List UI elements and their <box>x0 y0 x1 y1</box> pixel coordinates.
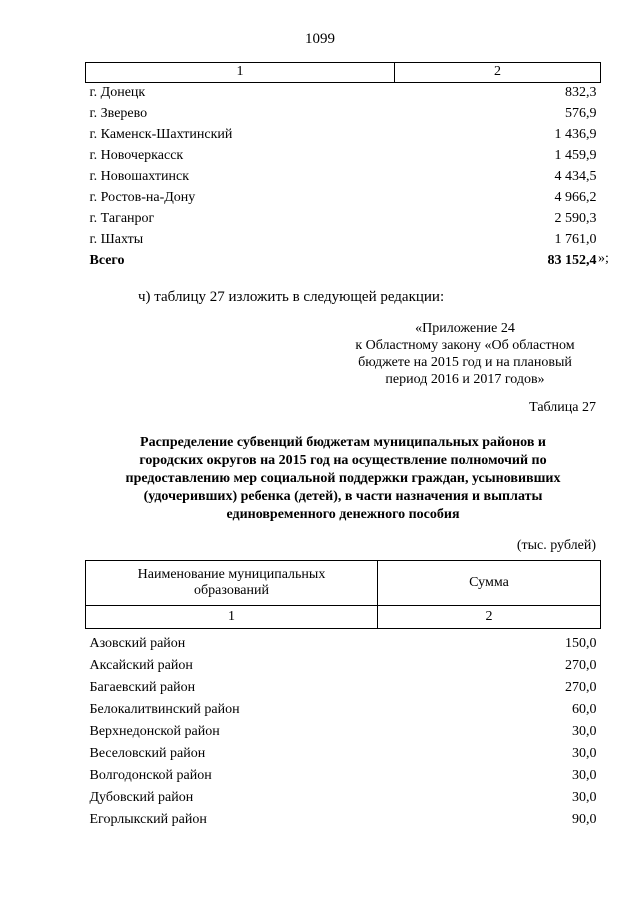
row-value: 576,9 <box>565 106 597 122</box>
heading-line: городских округов на 2015 год на осуществление полномочий по <box>139 453 547 468</box>
appendix-line: бюджете на 2015 год и на плановый <box>358 355 572 370</box>
heading-line: предоставлению мер социальной поддержки граждан, усыновивших <box>125 471 561 486</box>
table-continuation <box>85 62 601 272</box>
row-value: 60,0 <box>572 701 597 717</box>
header-municipality <box>86 561 378 606</box>
table-row <box>86 787 601 809</box>
row-name: г. Зверево <box>89 106 148 122</box>
table-row <box>86 146 601 167</box>
row-value: 30,0 <box>572 745 597 761</box>
header-line: Наименование муниципальных <box>137 567 326 582</box>
row-value: 30,0 <box>572 723 597 739</box>
header-line: образований <box>194 583 269 598</box>
header-sum: Сумма <box>378 561 601 606</box>
table-label: Таблица 27 <box>529 400 596 415</box>
row-name: Багаевский район <box>89 679 196 695</box>
table-row <box>86 230 601 251</box>
heading-line: (удочеривших) ребенка (детей), в части назначения и выплаты <box>143 489 543 504</box>
row-value: 1 761,0 <box>554 232 597 248</box>
row-value: 270,0 <box>565 679 597 695</box>
table-row <box>86 104 601 125</box>
total-value: 83 152,4 <box>547 253 597 269</box>
row-name: г. Шахты <box>89 232 144 248</box>
page-number: 1099 <box>305 31 335 47</box>
table-row <box>86 721 601 743</box>
table-row <box>86 83 601 105</box>
row-value: 4 434,5 <box>554 169 597 185</box>
row-value: 1 436,9 <box>554 127 597 143</box>
table-column-numbers <box>86 606 601 629</box>
row-value: 4 966,2 <box>554 190 597 206</box>
table-row <box>86 167 601 188</box>
appendix-line: «Приложение 24 <box>415 321 515 336</box>
amendment-instruction: ч) таблицу 27 изложить в следующей редакции: <box>138 289 445 305</box>
quote-close-suffix: »; <box>598 251 609 266</box>
row-value: 150,0 <box>565 635 597 651</box>
appendix-reference <box>330 320 600 388</box>
table-row <box>86 743 601 765</box>
appendix-line: период 2016 и 2017 годов» <box>385 372 545 387</box>
row-value: 90,0 <box>572 811 597 827</box>
row-name: г. Каменск-Шахтинский <box>89 127 233 143</box>
column-number-2: 2 <box>378 606 601 629</box>
column-number-2: 2 <box>395 63 601 83</box>
table-row <box>86 765 601 787</box>
table-column-numbers <box>86 63 601 83</box>
row-value: 832,3 <box>565 85 597 101</box>
row-name: Веселовский район <box>89 745 206 761</box>
table-row <box>86 699 601 721</box>
row-name: Белокалитвинский район <box>89 701 240 717</box>
row-value: 30,0 <box>572 789 597 805</box>
row-value: 2 590,3 <box>554 211 597 227</box>
table-row <box>86 655 601 677</box>
row-name: Дубовский район <box>89 789 194 805</box>
row-value: 30,0 <box>572 767 597 783</box>
row-name: г. Донецк <box>89 85 146 101</box>
row-name: г. Новошахтинск <box>89 169 190 185</box>
subsidy-table <box>85 560 601 831</box>
table-row <box>86 125 601 146</box>
column-number-1: 1 <box>86 63 395 83</box>
table-header-row <box>86 561 601 606</box>
appendix-line: к Областному закону «Об областном <box>355 338 575 353</box>
row-value: 270,0 <box>565 657 597 673</box>
row-name: Азовский район <box>89 635 186 651</box>
table-row <box>86 677 601 699</box>
table-row <box>86 209 601 230</box>
table-row <box>86 629 601 656</box>
row-name: г. Таганрог <box>89 211 155 227</box>
table-total-row <box>86 251 601 272</box>
row-name: г. Ростов-на-Дону <box>89 190 196 206</box>
row-value: 1 459,9 <box>554 148 597 164</box>
row-name: г. Новочеркасск <box>89 148 184 164</box>
table-row <box>86 188 601 209</box>
column-number-1: 1 <box>86 606 378 629</box>
table-heading <box>85 434 601 524</box>
row-name: Верхнедонской район <box>89 723 220 739</box>
heading-line: Распределение субвенций бюджетам муниципальных районов и <box>140 435 546 450</box>
row-name: Егорлыкский район <box>89 811 207 827</box>
heading-line: единовременного денежного пособия <box>226 507 460 522</box>
row-name: Аксайский район <box>89 657 193 673</box>
units-label: (тыс. рублей) <box>516 538 596 553</box>
table-row <box>86 809 601 831</box>
total-label: Всего <box>89 253 125 269</box>
row-name: Волгодонской район <box>89 767 212 783</box>
